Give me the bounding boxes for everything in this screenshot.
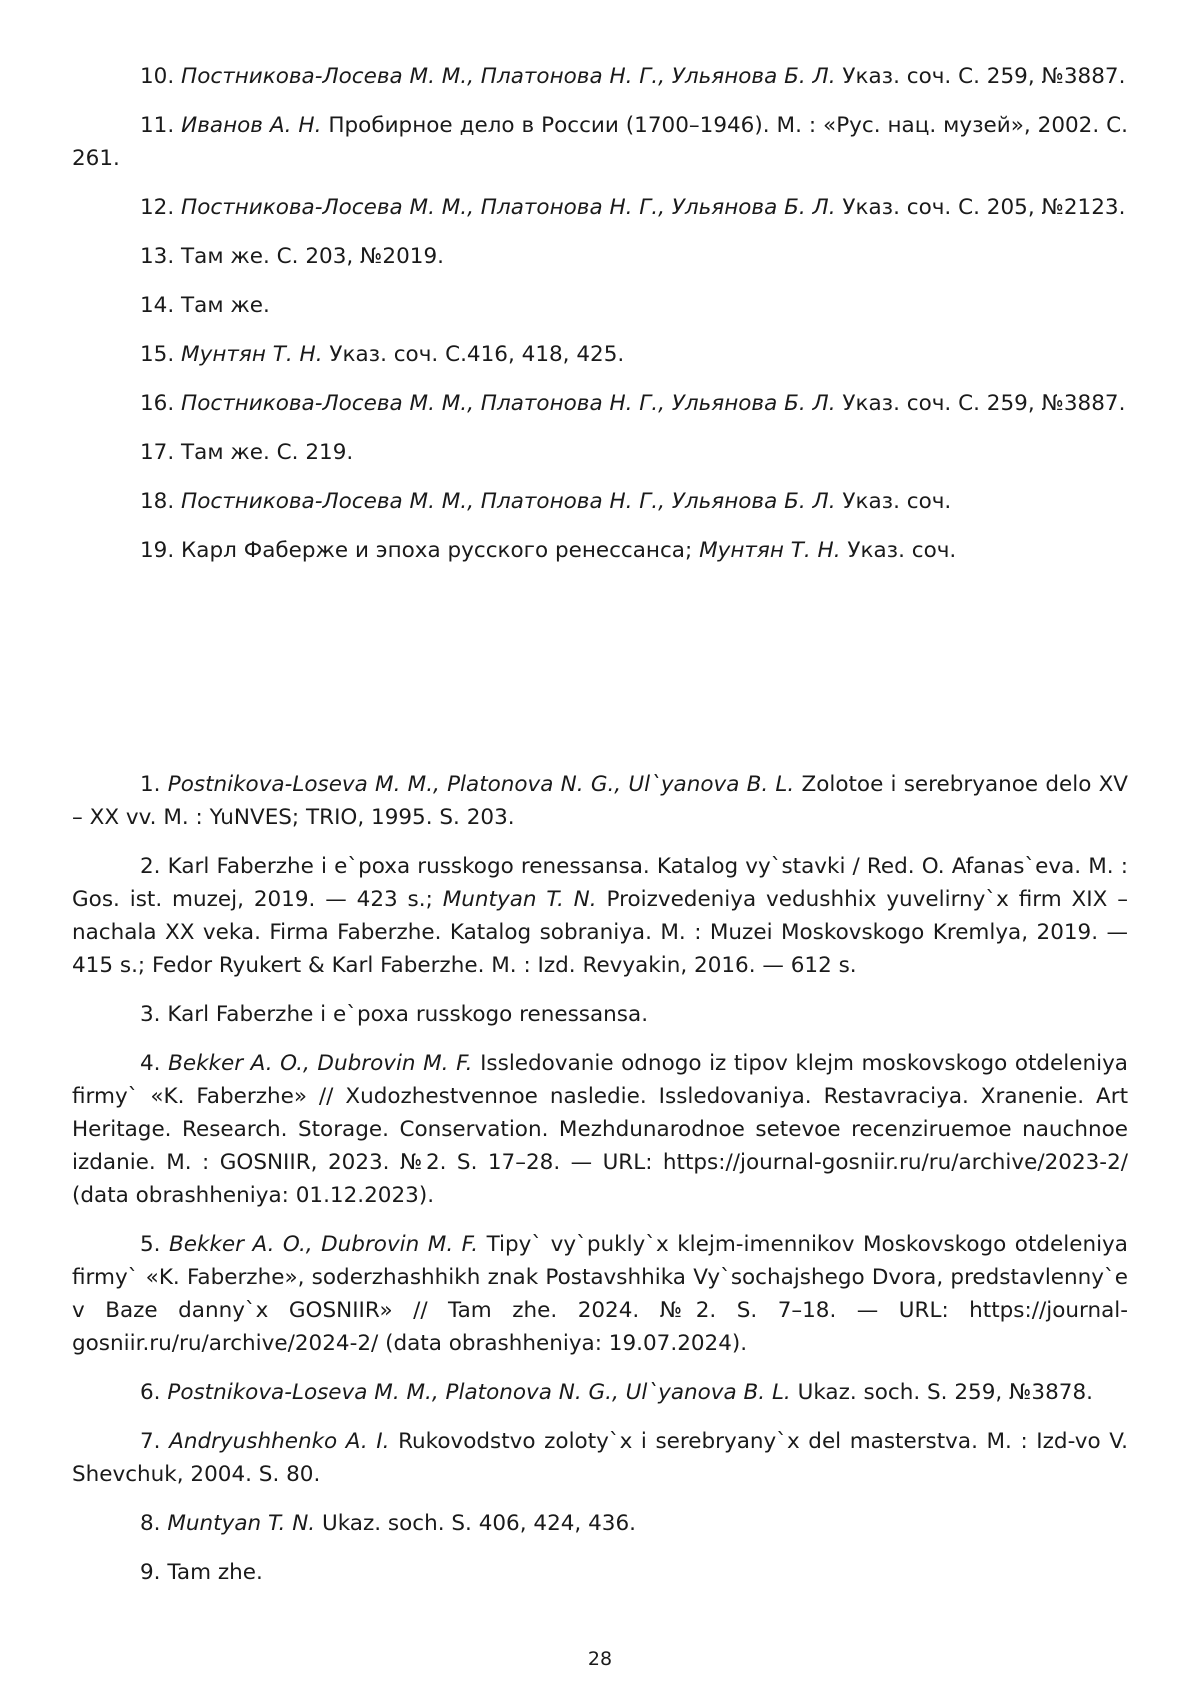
note-ru-19: 19. Карл Фаберже и эпоха русского ренессанса; Мунтян Т. Н. Указ. соч. [140, 538, 957, 563]
note-ru-10: 10. Постникова-Лосева М. М., Платонова Н. Г., Ульянова Б. Л. Указ. соч. С. 259, №3887. [140, 64, 1126, 89]
note-lat-5: 5. Bekker A. O., Dubrovin M. F. Tipy` vy`pukly`x klejm-imennikov Moskovskogo otdeleniya firmy` «K. Faberzhe», soderzhashhikh znak Postavshhika Vy`sochajshego Dvora, predstavlenny`e v Baze danny`x GOSNIIR» // Tam zhe. 2024. №2. S. 7–18. — URL: https://journal-gosniir.ru/ru/archive/2024-2/ (data obrashheniya: 19.07.2024). [72, 1232, 1128, 1356]
note-ru-18: 18. Постникова-Лосева М. М., Платонова Н. Г., Ульянова Б. Л. Указ. соч. [140, 489, 952, 514]
notes-transliterated [72, 768, 1128, 1605]
note-ru-12: 12. Постникова-Лосева М. М., Платонова Н. Г., Ульянова Б. Л. Указ. соч. С. 205, №2123. [140, 195, 1126, 220]
note-lat-6: 6. Postnikova-Loseva M. M., Platonova N. G., Ul`yanova B. L. Ukaz. soch. S. 259, №3878. [140, 1380, 1093, 1405]
note-lat-1: 1. Postnikova-Loseva M. M., Platonova N. G., Ul`yanova B. L. Zolotoe i serebryanoe delo XV – XX vv. M. : YuNVES; TRIO, 1995. S. 203. [72, 772, 1129, 830]
note-lat-8: 8. Muntyan T. N. Ukaz. soch. S. 406, 424, 436. [140, 1511, 636, 1536]
note-lat-4: 4. Bekker A. O., Dubrovin M. F. Issledovanie odnogo iz tipov klejm moskovskogo otdeleniya firmy` «K. Faberzhe» // Xudozhestvennoe nasledie. Issledovaniya. Restavraciya. Xranenie. Art Heritage. Research. Storage. Conservation. Mezhdunarodnoe setevoe recenziruemoe nauchnoe izdanie. M. : GOSNIIR, 2023. №2. S. 17–28. — URL: https://journal-gosniir.ru/ru/archive/2023-2/ (data obrashheniya: 01.12.2023). [72, 1051, 1128, 1208]
note-ru-17: 17. Там же. С. 219. [140, 440, 354, 465]
note-ru-16: 16. Постникова-Лосева М. М., Платонова Н. Г., Ульянова Б. Л. Указ. соч. С. 259, №3887. [140, 391, 1126, 416]
notes-russian [72, 60, 1128, 583]
note-lat-7: 7. Andryushhenko A. I. Rukovodstvo zoloty`x i serebryany`x del masterstva. M. : Izd-vo V. Shevchuk, 2004. S. 80. [72, 1429, 1128, 1487]
page-number: 28 [587, 1648, 613, 1670]
note-ru-13: 13. Там же. С. 203, №2019. [140, 244, 444, 269]
note-ru-11: 11. Иванов А. Н. Пробирное дело в России (1700–1946). М. : «Рус. нац. музей», 2002. С. 261. [72, 113, 1128, 171]
note-lat-9: 9. Tam zhe. [140, 1560, 263, 1585]
note-lat-3: 3. Karl Faberzhe i e`poxa russkogo renessansa. [140, 1002, 649, 1027]
page [72, 0, 1128, 1697]
note-ru-15: 15. Мунтян Т. Н. Указ. соч. С.416, 418, 425. [140, 342, 625, 367]
note-lat-2: 2. Karl Faberzhe i e`poxa russkogo renessansa. Katalog vy`stavki / Red. O. Afanas`eva. M. : Gos. ist. muzej, 2019. — 423 s.; Muntyan T. N. Proizvedeniya vedushhix yuvelirny`x firm XIX – nachala XX veka. Firma Faberzhe. Katalog sobraniya. M. : Muzei Moskovskogo Kremlya, 2019. — 415 s.; Fedor Ryukert & Karl Faberzhe. M. : Izd. Revyakin, 2016. — 612 s. [72, 854, 1128, 978]
note-ru-14: 14. Там же. [140, 293, 270, 318]
